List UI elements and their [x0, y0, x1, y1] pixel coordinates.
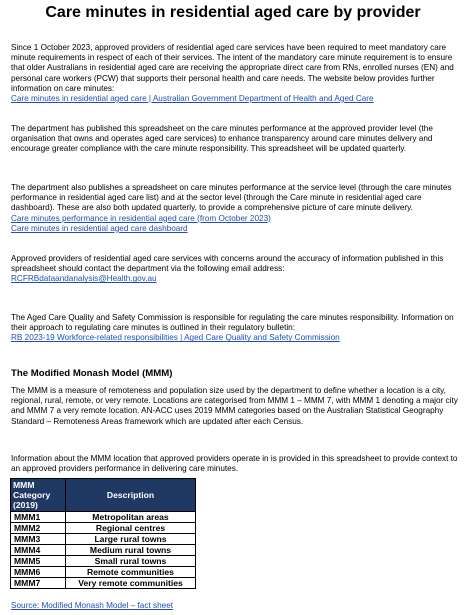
mmm-description-cell: Very remote communities: [66, 578, 196, 589]
mmm-heading: The Modified Monash Model (MMM): [11, 368, 173, 379]
intro-section: [11, 43, 461, 104]
table-row: [11, 567, 196, 578]
contact-paragraph: Approved providers of residential aged care services with concerns around the accuracy of information published in this spreadsheet should contact the department via the following email address:: [11, 254, 444, 274]
mmm-description-cell: Large rural towns: [66, 534, 196, 545]
mmm-category-cell: MMM5: [11, 556, 66, 567]
table-row: [11, 512, 196, 523]
mmm-table: [10, 478, 196, 589]
mmm-description-cell: Remote communities: [66, 567, 196, 578]
mmm-description-cell: Metropolitan areas: [66, 512, 196, 523]
mmm-category-cell: MMM1: [11, 512, 66, 523]
mmm-category-header: MMM Category (2019): [11, 479, 66, 512]
mmm-description-section: [11, 386, 461, 427]
mmm-table-header-row: [11, 479, 196, 512]
provider-level-paragraph: The department has published this spreadsheet on the care minutes performance at the approved provider level (the organisation that owns and operates aged care services) to enhance transparency around care minutes delivery and encourage greater compliance with the care minute responsibility. This spreadsheet will be updated quarterly.: [11, 124, 433, 154]
provider-level-section: [11, 124, 461, 155]
table-row: [11, 545, 196, 556]
service-level-section: [11, 183, 461, 234]
table-row: [11, 578, 196, 589]
service-level-paragraph: The department also publishes a spreadsheet on care minutes performance at the service level (through the care minutes performance in residential aged care list) and at the sector level (through the Care minute in residential aged care dashboard). These are also both updated quarterly, to provide a comprehensive picture of care minute delivery.: [11, 183, 452, 213]
regulatory-bulletin-link[interactable]: RB 2023-19 Workforce-related responsibilities | Aged Care Quality and Safety Commission: [11, 333, 340, 343]
page-title: Care minutes in residential aged care by provider: [45, 4, 421, 21]
mmm-category-cell: MMM4: [11, 545, 66, 556]
contact-section: [11, 254, 461, 285]
table-row: [11, 556, 196, 567]
mmm-description-cell: Small rural towns: [66, 556, 196, 567]
mmm-description-header: Description: [66, 479, 196, 512]
mmm-category-cell: MMM7: [11, 578, 66, 589]
table-row: [11, 534, 196, 545]
care-minutes-link[interactable]: Care minutes in residential aged care | Australian Government Department of Health and Aged Care: [11, 94, 374, 104]
mmm-description-cell: Medium rural towns: [66, 545, 196, 556]
commission-paragraph: The Aged Care Quality and Safety Commission is responsible for regulating the care minutes responsibility. Information on their approach to regulating care minutes is outlined in their regulatory bulletin:: [11, 313, 454, 333]
mmm-info-section: [11, 454, 461, 474]
mmm-description-paragraph: The MMM is a measure of remoteness and population size used by the department to define whether a location is a city, regional, rural, remote, or very remote. Locations are categorised from MMM 1 – MMM 7, with MMM 1 denoting a major city and MMM 7 a very remote location. AN-ACC uses 2019 MMM categories based on the Australian Statistical Geography Standard – Remoteness Areas framework which are updated after each Census.: [11, 386, 458, 426]
source-fact-sheet-link[interactable]: Source: Modified Monash Model – fact sheet: [11, 601, 174, 610]
mmm-category-cell: MMM2: [11, 523, 66, 534]
care-minutes-dashboard-link[interactable]: Care minutes in residential aged care dashboard: [11, 223, 188, 233]
commission-section: [11, 313, 461, 344]
mmm-info-paragraph: Information about the MMM location that approved providers operate in is provided in this spreadsheet to provide context to an approved providers performance in delivering care minutes.: [11, 454, 458, 474]
mmm-category-cell: MMM3: [11, 534, 66, 545]
care-minutes-performance-link[interactable]: Care minutes performance in residential aged care (from October 2023): [11, 213, 271, 223]
table-row: [11, 523, 196, 534]
mmm-category-cell: MMM6: [11, 567, 66, 578]
intro-paragraph: Since 1 October 2023, approved providers of residential aged care services have been required to meet mandatory care minute requirements in respect of each of their services. The intent of the mandatory care minute requirement is to ensure that older Australians in residential aged care are receiving the appropriate direct care from RNs, enrolled nurses (EN) and personal care workers (PCW) that supports their personal health and care needs. The website below provides further information on care minutes:: [11, 43, 454, 93]
contact-email-link[interactable]: RCFRBdataandanalysis@Health.gov.au: [11, 274, 157, 284]
mmm-description-cell: Regional centres: [66, 523, 196, 534]
